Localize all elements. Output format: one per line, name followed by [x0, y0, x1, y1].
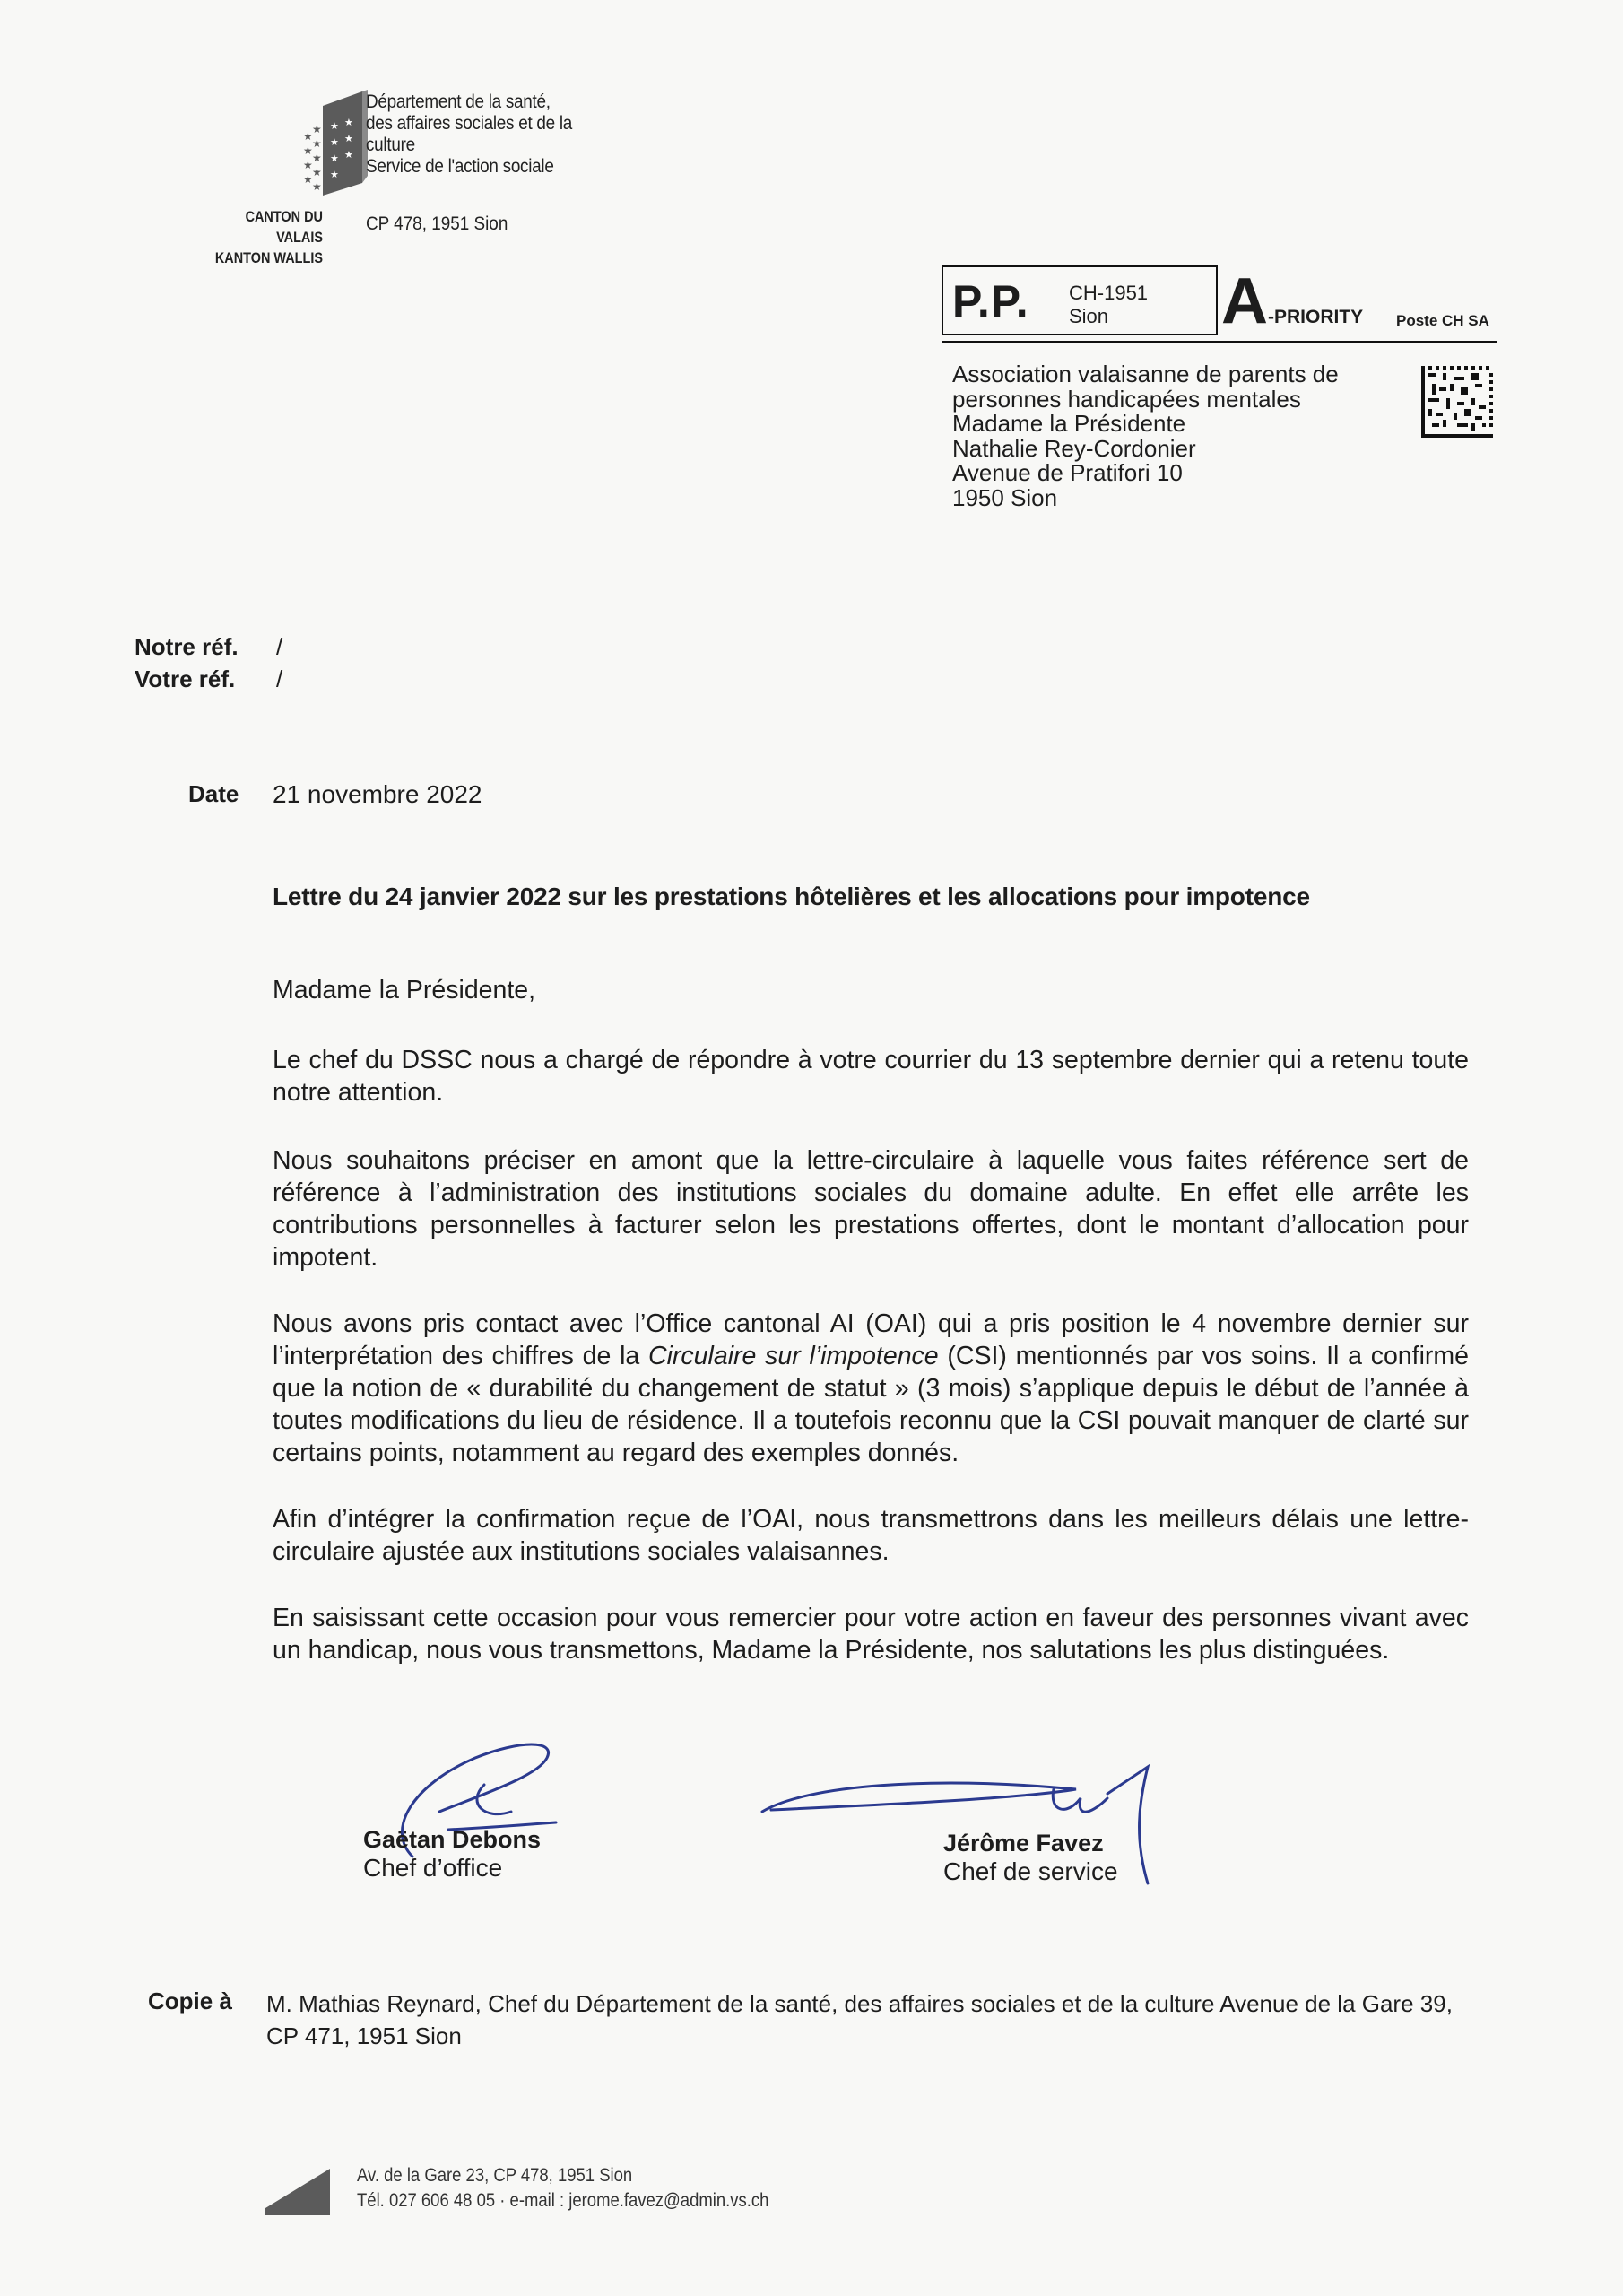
salutation: Madame la Présidente,: [273, 976, 536, 1004]
paragraph-4: Afin d’intégrer la confirmation reçue de l’OAI, nous transmettrons dans les meilleurs délais une lettre-circulaire ajustée aux institutions sociales valaisannes.: [273, 1505, 1469, 1566]
paragraph-2: Nous souhaitons préciser en amont que la lettre-circulaire à laquelle vous faites référence sert de référence à l’administration des institutions sociales du domaine adulte. En effet elle arrête les contributions personnelles à facturer selon les prestations offertes, dont le montant d’allocation pour impotent.: [273, 1146, 1469, 1272]
recipient-address: [952, 362, 1339, 510]
datamatrix-code-icon: [1421, 366, 1493, 438]
footer-address: Av. de la Gare 23, CP 478, 1951 Sion: [357, 2165, 633, 2186]
svg-text:★: ★: [303, 173, 313, 186]
recipient-line: personnes handicapées mentales: [952, 385, 1301, 413]
recipient-line: Avenue de Pratifori 10: [952, 459, 1183, 486]
canton-line: KANTON WALLIS: [214, 249, 323, 266]
recipient-line: 1950 Sion: [952, 483, 1058, 511]
pp-place-line: Sion: [1069, 305, 1109, 327]
svg-text:★: ★: [303, 144, 313, 157]
your-reference-label: Votre réf.: [135, 665, 236, 692]
svg-text:★: ★: [330, 120, 339, 132]
paragraph-5: En saisissant cette occasion pour vous remercier pour votre action en faveur des personnes vivant avec un handicap, nous vous transmettons, Madame la Présidente, nos salutations les plus distinguées.: [273, 1604, 1469, 1665]
department-line: Département de la santé,: [366, 91, 551, 112]
carrier-label: Poste CH SA: [1396, 312, 1489, 329]
a-priority-letter: A: [1221, 265, 1268, 337]
signatory-left: [363, 1826, 541, 1883]
svg-text:★: ★: [312, 123, 322, 135]
sender-postal-address: CP 478, 1951 Sion: [366, 213, 508, 234]
svg-text:★: ★: [312, 166, 322, 178]
signatory-title: Chef de service: [943, 1857, 1118, 1885]
priority-label: -PRIORITY: [1268, 307, 1364, 327]
recipient-line: Nathalie Rey-Cordonier: [952, 434, 1196, 462]
our-reference-label: Notre réf.: [135, 633, 239, 660]
department-line: des affaires sociales et de la: [366, 113, 573, 134]
date-value: 21 novembre 2022: [273, 780, 482, 808]
canton-name: [207, 206, 323, 268]
copy-recipient: M. Mathias Reynard, Chef du Département de la santé, des affaires sociales et de la culture Avenue de la Gare 39, CP 471, 1951 Sion: [266, 1990, 1453, 2049]
svg-text:★: ★: [330, 152, 339, 164]
pp-mark: P.P.: [952, 276, 1029, 326]
svg-text:★: ★: [344, 149, 353, 161]
pp-place: [1069, 282, 1148, 328]
pp-place-line: CH-1951: [1069, 282, 1149, 304]
svg-text:★: ★: [312, 180, 322, 193]
svg-text:★: ★: [312, 137, 322, 150]
letter-subject: Lettre du 24 janvier 2022 sur les prestations hôtelières et les allocations pour impotence: [273, 883, 1310, 910]
paragraph-3-text: (CSI) mentionnés par vos soins. Il a confirmé que la notion de « durabilité du changement de statut » (3 mois) s’applique depuis le début de l’année à toutes modifications du lieu de résidence. Il a toutefois reconnu que la CSI pouvait manquer de clarté sur certains points, notamment au regard des exemples donnés.: [273, 1342, 1469, 1467]
department-name: [366, 91, 572, 178]
paragraph-3-text: Nous avons pris contact avec l’Office cantonal AI (OAI) qui a pris position le 4 novembre dernier sur l’interprétation des chiffres de la: [273, 1309, 1469, 1370]
recipient-line: Association valaisanne de parents de: [952, 361, 1339, 387]
circular-title: Circulaire sur l’impotence: [648, 1342, 939, 1370]
svg-text:★: ★: [303, 159, 313, 171]
paragraph-3: [273, 1308, 1469, 1469]
signatory-right: [943, 1830, 1118, 1886]
canton-valais-logo: [296, 90, 368, 202]
copy-label: Copie à: [148, 1987, 232, 2014]
recipient-line: Madame la Présidente: [952, 410, 1186, 437]
svg-text:★: ★: [344, 133, 353, 144]
signatory-name: Gaëtan Debons: [363, 1826, 542, 1853]
svg-text:★: ★: [344, 117, 353, 128]
signatory-name: Jérôme Favez: [943, 1830, 1104, 1857]
department-line: culture: [366, 135, 415, 155]
your-reference-value: /: [276, 665, 283, 692]
paragraph-1: Le chef du DSSC nous a chargé de répondre à votre courrier du 13 septembre dernier qui a retenu toute notre attention.: [273, 1046, 1469, 1107]
svg-text:★: ★: [330, 136, 339, 148]
signatory-title: Chef d’office: [363, 1854, 503, 1882]
footer-phone-email: Tél. 027 606 48 05 · e-mail : jerome.favez@admin.vs.ch: [357, 2190, 769, 2211]
footer-contact: [357, 2163, 768, 2213]
footer-logo-mark: [265, 2169, 330, 2215]
svg-text:★: ★: [312, 152, 322, 164]
svg-text:★: ★: [330, 169, 339, 180]
svg-text:★: ★: [303, 130, 313, 143]
postage-underline: [942, 341, 1497, 343]
our-reference-value: /: [276, 633, 283, 660]
canton-line: CANTON DU VALAIS: [245, 208, 323, 246]
department-line: Service de l'action sociale: [366, 156, 554, 177]
date-label: Date: [188, 780, 239, 807]
